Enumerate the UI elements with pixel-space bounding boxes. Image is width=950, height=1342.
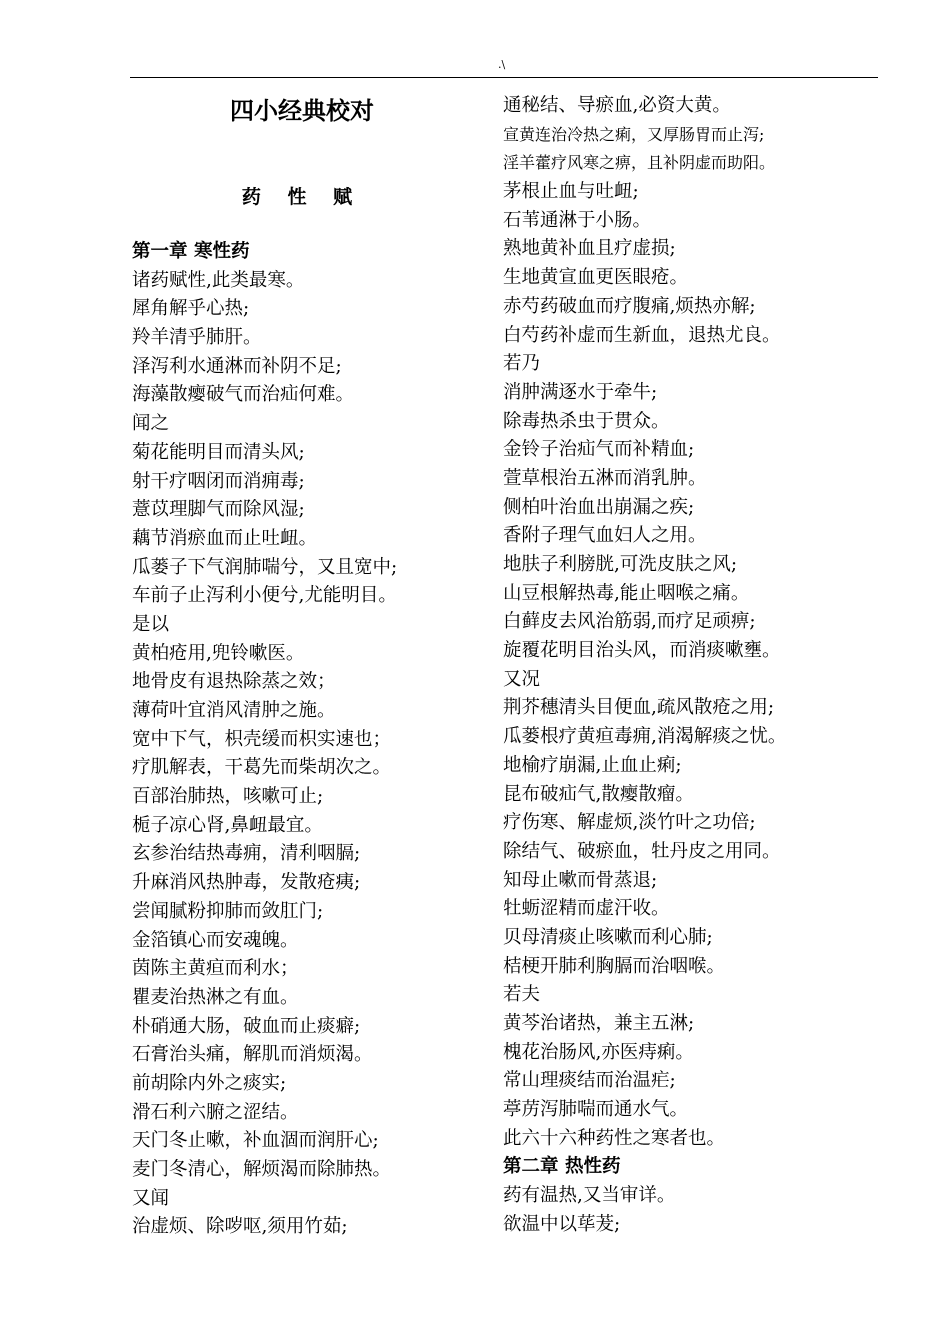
verse-line: 薏苡理脚气而除风湿; <box>132 499 305 521</box>
verse-line: 瓜蒌根疗黄疸毒痈,消渴解痰之忧。 <box>503 726 787 748</box>
verse-line: 石膏治头痛，解肌而消烦渴。 <box>132 1044 373 1066</box>
verse-line: 闻之 <box>132 413 170 435</box>
chapter-heading: 第一章 寒性药 <box>132 241 250 262</box>
verse-line: 瞿麦治热淋之有血。 <box>132 986 299 1008</box>
verse-line: 知母止嗽而骨蒸退; <box>503 869 658 891</box>
section-title: 药 性 赋 <box>241 186 363 208</box>
verse-line: 地骨皮有退热除蒸之效； <box>132 671 336 693</box>
verse-line: 诸药赋性,此类最寒。 <box>132 269 305 291</box>
chapter-heading: 第二章 热性药 <box>503 1156 621 1178</box>
verse-line: 山豆根解热毒,能止咽喉之痛。 <box>503 582 750 604</box>
verse-line: 羚羊清乎肺肝。 <box>132 327 262 349</box>
verse-line: 玄参治结热毒痈，清利咽膈; <box>132 843 361 865</box>
verse-line: 黄芩治诸热，兼主五淋; <box>503 1013 695 1034</box>
verse-line: 疗肌解表，干葛先而柴胡次之。 <box>132 757 392 779</box>
verse-line: 又闻 <box>132 1187 170 1209</box>
verse-line: 欲温中以荜茇; <box>503 1213 621 1235</box>
verse-line: 车前子止泻利小便兮,尤能明目。 <box>132 585 397 607</box>
verse-line: 牡蛎涩精而虚汗收。 <box>503 898 670 920</box>
verse-line: 尝闻腻粉抑肺而敛肛门; <box>132 900 324 922</box>
verse-line: 黄柏疮用,兜铃嗽医。 <box>132 642 305 664</box>
verse-line: 常山理痰结而治温疟; <box>503 1070 676 1092</box>
verse-line: 天门冬止嗽，补血涸而润肝心; <box>132 1130 379 1152</box>
verse-line: 荆芥穗清头目便血,疏风散疮之用; <box>503 697 775 719</box>
verse-line: 泽泻利水通淋而补阴不足; <box>132 355 342 377</box>
verse-line: 萱草根治五淋而消乳肿。 <box>503 467 707 489</box>
verse-line: 栀子凉心肾,鼻衄最宜。 <box>132 814 323 836</box>
verse-line: 藕节消瘀血而止吐衄。 <box>132 527 318 549</box>
verse-line: 贝母清痰止咳嗽而利心肺; <box>503 926 713 948</box>
right-lines <box>503 92 863 1240</box>
verse-line: 生地黄宣血更医眼疮。 <box>503 267 689 289</box>
verse-line: 葶苈泻肺喘而通水气。 <box>503 1099 689 1121</box>
verse-line: 茅根止血与吐衄; <box>503 181 639 203</box>
verse-line: 白芍药补虚而生新血，退热尤良。 <box>503 324 781 346</box>
verse-line: 薄荷叶宜消风清肿之施。 <box>132 700 336 721</box>
verse-line: 茵陈主黄疸而利水； <box>132 958 299 980</box>
left-lines <box>132 238 492 1242</box>
verse-line: 桔梗开肺利胸膈而治咽喉。 <box>503 955 726 977</box>
verse-line: 犀角解乎心热; <box>132 298 250 320</box>
verse-line: 若乃 <box>503 353 541 375</box>
verse-line: 麦门冬清心，解烦渴而除肺热。 <box>132 1159 392 1180</box>
verse-line: 此六十六种药性之寒者也。 <box>503 1127 726 1149</box>
verse-line: 石苇通淋于小肠。 <box>503 209 652 231</box>
verse-line: 金箔镇心而安魂魄。 <box>132 929 299 951</box>
verse-line: 消肿满逐水于牵牛; <box>503 381 658 403</box>
header-mark: .\ <box>498 58 506 71</box>
verse-line: 宽中下气，枳壳缓而枳实速也； <box>132 728 392 750</box>
verse-line: 通秘结、导瘀血,必资大黄。 <box>503 95 731 116</box>
verse-line: 淫羊藿疗风寒之痹，且补阴虚而助阳。 <box>503 153 776 173</box>
verse-line: 宣黄连治冷热之痢，又厚肠胃而止泻; <box>503 124 765 144</box>
verse-line: 侧柏叶治血出崩漏之疾; <box>503 496 695 518</box>
verse-line: 地肤子利膀胱,可洗皮肤之风; <box>503 554 738 575</box>
verse-line: 菊花能明目而清头风; <box>132 441 305 463</box>
verse-line: 药有温热,又当审详。 <box>503 1185 676 1207</box>
right-column <box>503 92 863 1240</box>
verse-line: 金铃子治疝气而补精血; <box>503 439 695 461</box>
verse-line: 白藓皮去风治筋弱,而疗足顽痹; <box>503 611 756 633</box>
verse-line: 治虚烦、除哕呕,须用竹茹; <box>132 1216 348 1238</box>
verse-line: 赤芍药破血而疗腹痛,烦热亦解; <box>503 295 756 317</box>
document-title: 四小经典校对 <box>230 96 374 125</box>
verse-line: 香附子理气血妇人之用。 <box>503 525 707 547</box>
verse-line: 朴硝通大肠，破血而止痰癖; <box>132 1015 361 1037</box>
verse-line: 地榆疗崩漏,止血止痢; <box>503 754 682 776</box>
verse-line: 百部治肺热，咳嗽可止; <box>132 786 324 808</box>
verse-line: 若夫 <box>503 984 541 1006</box>
left-column <box>132 92 492 1242</box>
verse-line: 又况 <box>503 668 541 690</box>
verse-line: 槐花治肠风,亦医痔痢。 <box>503 1041 694 1063</box>
verse-line: 疗伤寒、解虚烦,淡竹叶之功倍; <box>503 812 756 834</box>
header-rule <box>130 77 878 78</box>
verse-line: 除结气、破瘀血，牡丹皮之用同。 <box>503 840 781 862</box>
verse-line: 前胡除内外之痰实; <box>132 1072 287 1094</box>
verse-line: 射干疗咽闭而消痈毒; <box>132 470 305 492</box>
verse-line: 昆布破疝气,散瘿散瘤。 <box>503 783 694 805</box>
verse-line: 瓜蒌子下气润肺喘兮，又且宽中; <box>132 556 398 578</box>
verse-line: 熟地黄补血且疗虚损; <box>503 238 676 260</box>
verse-line: 除毒热杀虫于贯众。 <box>503 410 670 432</box>
verse-line: 是以 <box>132 613 170 635</box>
verse-line: 滑石利六腑之涩结。 <box>132 1101 299 1123</box>
verse-line: 旋覆花明目治头风，而消痰嗽壅。 <box>503 640 781 662</box>
verse-line: 海藻散瘿破气而治疝何难。 <box>132 384 355 406</box>
verse-line: 升麻消风热肿毒，发散疮痍; <box>132 872 361 894</box>
